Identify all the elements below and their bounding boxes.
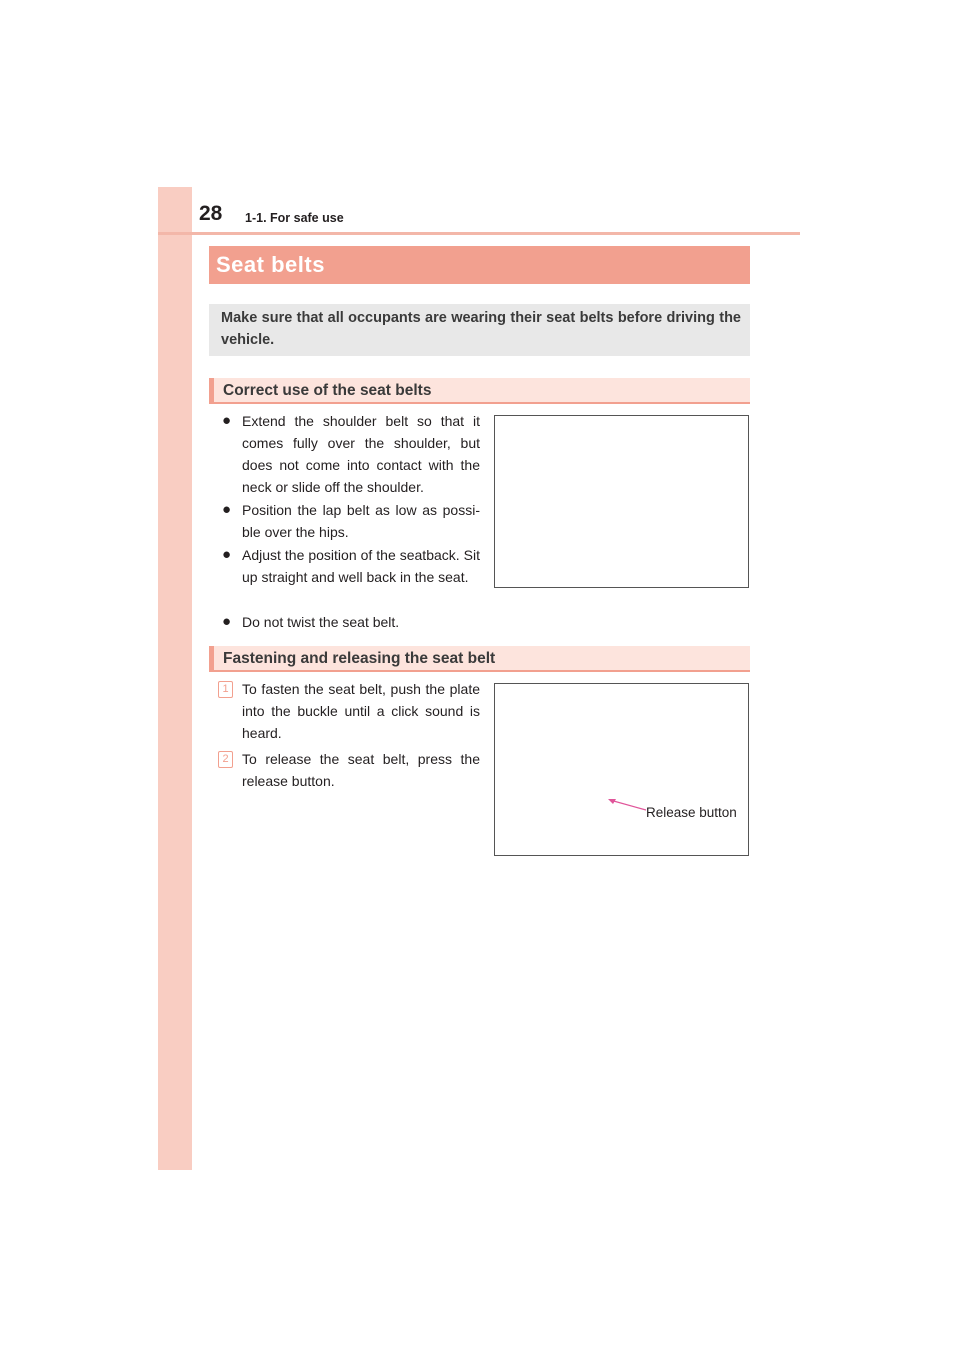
bullet-icon: ●: [222, 501, 232, 518]
bullet-text: Extend the shoulder belt so that it comes fully over the shoulder, but does not come into contact with the neck or slide off the shoulder.: [242, 413, 480, 495]
section-reference: 1-1. For safe use: [245, 211, 344, 225]
list-item: [222, 611, 480, 633]
intro-text: Make sure that all occupants are wearing their seat belts before driving the vehicle.: [221, 310, 741, 348]
step-number-badge: 2: [218, 751, 233, 768]
bullet-text: Position the lap belt as low as possi-ble over the hips.: [242, 502, 480, 540]
list-item: [222, 499, 480, 543]
step-text: To fasten the seat belt, push the plate into the buckle until a click sound is heard.: [242, 681, 480, 741]
header-rule: [158, 232, 800, 235]
subheading-correct-use: [209, 378, 750, 404]
page-number: 28: [199, 202, 223, 225]
subheading-fastening: [209, 646, 750, 672]
list-item: [222, 544, 480, 588]
step-text: To release the seat belt, press the release button.: [242, 751, 480, 789]
list-item: [218, 678, 480, 744]
page-title: Seat belts: [216, 252, 325, 277]
seat-belt-illustration: [494, 415, 749, 588]
bullet-icon: ●: [222, 546, 232, 563]
bullet-text: Adjust the position of the seatback. Sit up straight and well back in the seat.: [242, 547, 480, 585]
bullet-icon: ●: [222, 412, 232, 429]
buckle-illustration: [494, 683, 749, 856]
side-tab-bar: [158, 187, 192, 1170]
subheading-label: Fastening and releasing the seat belt: [223, 650, 496, 667]
list-item: [218, 748, 480, 792]
bullet-icon: ●: [222, 613, 232, 630]
bullet-text: Do not twist the seat belt.: [242, 614, 400, 630]
intro-box: [209, 304, 750, 356]
list-item: [222, 410, 480, 498]
step-number-badge: 1: [218, 681, 233, 698]
subheading-label: Correct use of the seat belts: [223, 382, 432, 399]
title-bar: [209, 246, 750, 284]
release-button-callout: Release button: [646, 805, 737, 820]
callout-arrow-icon: [606, 796, 648, 812]
